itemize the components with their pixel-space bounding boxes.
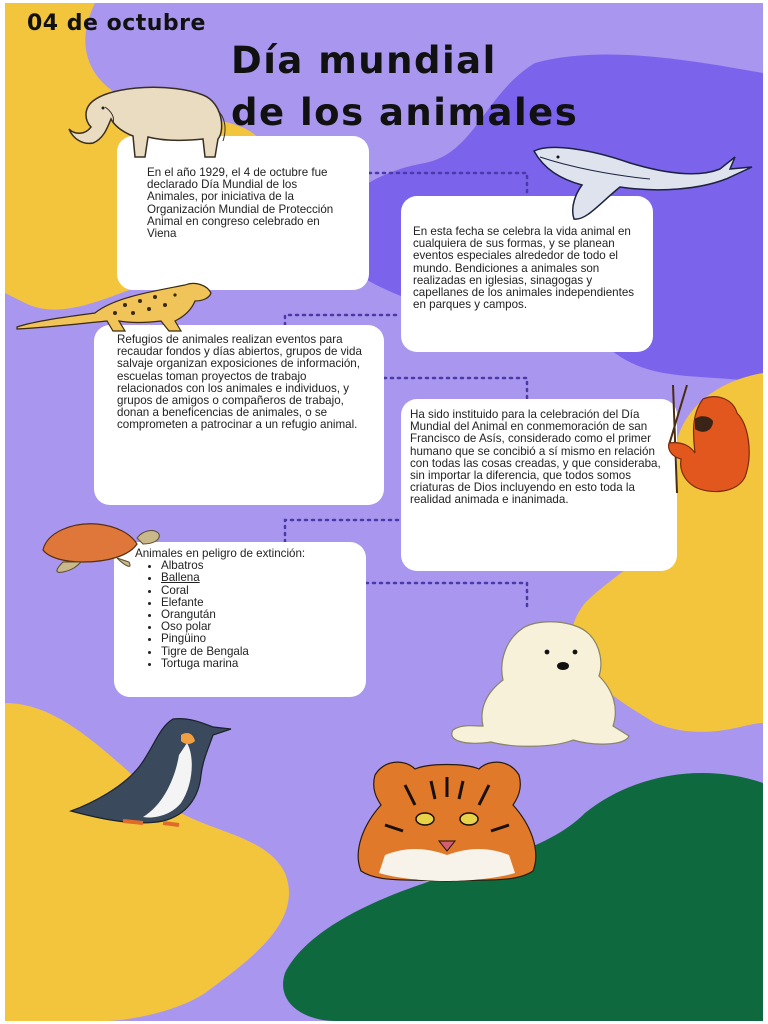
whale-icon	[530, 141, 755, 226]
shelters-text: Refugios de animales realizan eventos para recaudar fondos y días abiertos, grupos de vida salvaje organizan exposiciones de información, escuelas toman proyectos de trabajo relacionados con los animales e individuos, y grupos de amigos o compañeros de trabajo, donan a beneficencias de animales, o se comprometen a patrocinar a un refugio animal.	[117, 333, 362, 432]
title-line-2: de los animales	[231, 91, 579, 134]
list-item: • Orangután	[161, 609, 356, 621]
list-item[interactable]: • Ballena	[161, 572, 356, 584]
shelters-card	[94, 325, 384, 505]
endangered-title: Animales en peligro de extinción:	[135, 547, 306, 560]
list-item: • Tortuga marina	[161, 658, 356, 670]
saint-francis-text: Ha sido instituido para la celebración del Día Mundial del Animal en conmemoración de san Francisco de Asís, considerado como el primer humano que se concibió a sí mismo en relación con todas las cosas creadas, y que consideraba, sin importar la diferencia, que todos somos criaturas de Dios incluyendo en esto toda la realidad animada e inanimada.	[410, 408, 661, 507]
event-date: 04 de octubre	[27, 11, 206, 36]
cheetah-icon	[15, 277, 215, 335]
list-item: • Elefante	[161, 597, 356, 609]
list-item: • Coral	[161, 585, 356, 597]
tiger-icon	[345, 755, 550, 883]
polar-bear-icon	[443, 618, 633, 750]
saint-francis-card	[401, 399, 677, 571]
list-item: • Tigre de Bengala	[161, 646, 356, 658]
poster	[5, 3, 763, 1021]
list-item: • Oso polar	[161, 621, 356, 633]
sea-turtle-icon	[33, 510, 163, 576]
penguin-icon	[63, 715, 233, 827]
history-text: En el año 1929, el 4 de octubre fue declarado Día Mundial de los Animales, por iniciativa de la Organización Mundial de Protección Animal en congreso celebrado en Viena	[147, 166, 334, 241]
endangered-list	[135, 560, 356, 670]
list-item: • Pingüino	[161, 633, 356, 645]
title-line-1: Día mundial	[231, 39, 497, 82]
orangutan-icon	[653, 385, 758, 497]
elephant-icon	[53, 81, 228, 161]
celebration-text: En esta fecha se celebra la vida animal en cualquiera de sus formas, y se planean eventos especiales alrededor de todo el mundo. Bendiciones a animales son realizadas en iglesias, sinagogas y capellanes de los animales independientes en parques y campos.	[413, 225, 635, 312]
list-item: • Albatros	[161, 560, 356, 572]
